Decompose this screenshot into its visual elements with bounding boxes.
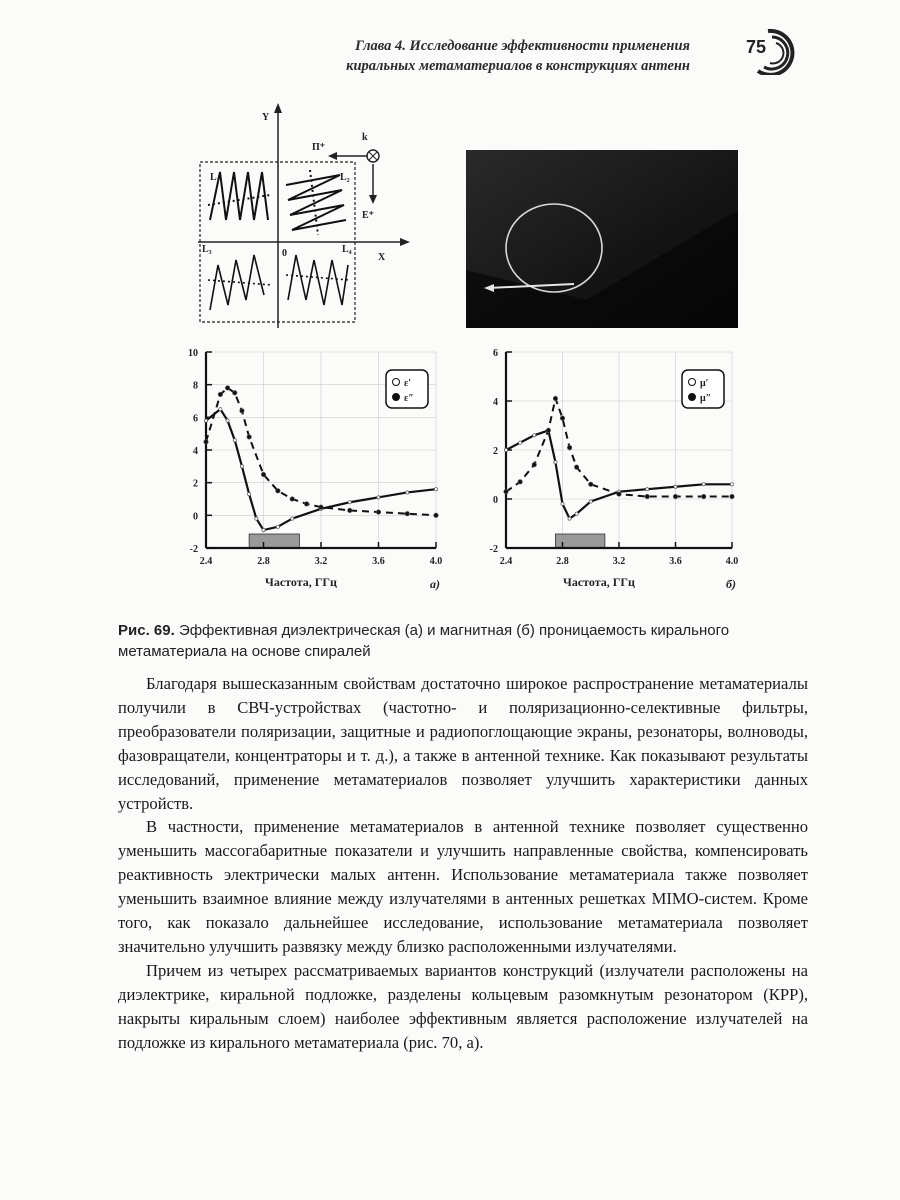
caption-text: Эффективная диэлектрическая (а) и магнитная (б) проницаемость кирального метаматериала на основе спиралей [118, 622, 730, 660]
data-point [204, 440, 208, 444]
data-point [554, 461, 557, 464]
data-point [233, 391, 237, 395]
legend-marker [393, 394, 400, 401]
spiral-group-bottom-left [208, 255, 272, 310]
data-point [567, 445, 571, 449]
legend-label: ε″ [404, 393, 414, 404]
data-point [645, 494, 649, 498]
legend-marker [689, 379, 696, 386]
data-point [218, 392, 222, 396]
x-tick-label: 2.8 [257, 556, 270, 567]
data-point [219, 408, 222, 411]
x-tick-label: 4.0 [725, 556, 739, 567]
data-point [291, 517, 294, 520]
y-axis-arrow-icon [274, 103, 282, 113]
data-point [248, 493, 251, 496]
page-number-badge [738, 27, 800, 75]
shaded-band [249, 534, 299, 548]
sample-photo [466, 150, 738, 328]
x-axis-label: X [378, 252, 386, 263]
y-tick-label: 8 [193, 380, 198, 392]
data-point [546, 428, 550, 432]
data-point [568, 517, 571, 520]
label-pi: Π⁺ [312, 142, 326, 153]
data-point [574, 465, 578, 469]
data-point [304, 502, 308, 506]
panel-label: а) [430, 577, 440, 591]
data-point [319, 505, 323, 509]
data-point [504, 489, 508, 493]
data-point [276, 525, 279, 528]
y-tick-label: 4 [493, 397, 498, 408]
legend-label: μ″ [700, 393, 712, 404]
y-tick-label: 0 [193, 511, 198, 523]
data-point [276, 489, 280, 493]
data-point [646, 488, 649, 491]
data-point [504, 448, 507, 451]
data-point [589, 482, 593, 486]
chart-permittivity [170, 342, 450, 612]
label-e: E⁺ [362, 210, 374, 221]
data-point [702, 494, 706, 498]
y-tick-label: -2 [489, 544, 498, 555]
x-tick-label: 2.4 [199, 556, 213, 567]
header-line-2: киральных метаматериалов в конструкциях антенн [346, 58, 690, 74]
legend-marker [393, 379, 400, 386]
page-number: 75 [746, 37, 767, 57]
y-tick-label: -2 [189, 544, 198, 555]
data-point [290, 497, 294, 501]
spiral-group-bottom-right [286, 255, 350, 305]
y-tick-label: 6 [193, 413, 198, 425]
data-point [434, 488, 437, 491]
legend-marker [689, 394, 696, 401]
label-l4: L₄ [342, 244, 352, 255]
data-point [560, 416, 564, 420]
y-tick-label: 4 [193, 446, 198, 457]
label-k: k [362, 132, 368, 143]
figure-caption [118, 620, 808, 662]
body-text [118, 672, 808, 1055]
data-point [434, 513, 438, 517]
data-point [406, 491, 409, 494]
data-point [377, 496, 380, 499]
data-point [533, 434, 536, 437]
data-point [673, 494, 677, 498]
data-point [519, 441, 522, 444]
paragraph: В частности, применение метаматериалов в антенной технике позволяет существенно уменьшить массогабаритные показатели и улучшить направленные свойства, компенсировать реактивность электрически малых антенн. Использование метаматериала также позволяет уменьшить взаимное влияние между излучателями в антенных решетках MIMO-систем. Кроме того, как показало дальнейшее исследование, использование метаматериала позволяет значительно улучшить развязку между близко расположенными излучателями. [118, 817, 808, 956]
y-tick-label: 2 [193, 478, 198, 490]
data-point [589, 500, 592, 503]
running-header [346, 36, 690, 76]
data-point [730, 483, 733, 486]
data-point [348, 501, 351, 504]
data-point [674, 485, 677, 488]
x-tick-label: 3.2 [314, 556, 328, 567]
x-axis-title: Частота, ГГц [265, 575, 337, 589]
x-tick-label: 4.0 [429, 556, 443, 567]
data-point [226, 419, 229, 422]
data-point [233, 439, 236, 442]
spiral-group-top-right [286, 170, 346, 235]
data-point [617, 492, 621, 496]
legend-label: μ′ [700, 378, 709, 389]
data-point [262, 528, 265, 531]
x-tick-label: 2.4 [499, 556, 513, 567]
y-tick-label: 2 [493, 446, 498, 457]
data-point [225, 386, 229, 390]
data-point [376, 510, 380, 514]
data-point [240, 409, 244, 413]
data-point [255, 517, 258, 520]
caption-label: Рис. 69. [118, 622, 175, 639]
x-tick-label: 3.2 [612, 556, 626, 567]
x-axis-arrow-icon [400, 238, 410, 246]
data-point [518, 480, 522, 484]
paragraph: Благодаря вышесказанным свойствам достаточно широкое распространение метаматериалы получили в СВЧ-устройствах (частотно- и поляризационно-селективные фильтры, преобразователи поляризации, защитные и радиопоглощающие экраны, резонаторы, волноводы, фазовращатели, концентраторы и т. д.), а также в антенной технике. Как показывают результаты исследований, применение метаматериалов позволяет улучшить характеристики данных устройств. [118, 674, 808, 813]
label-origin: 0 [282, 248, 287, 259]
data-point [575, 512, 578, 515]
data-point [553, 396, 557, 400]
data-point [405, 512, 409, 516]
chart-permeability [470, 342, 745, 612]
x-tick-label: 3.6 [669, 556, 682, 567]
x-axis-title: Частота, ГГц [563, 575, 635, 589]
x-tick-label: 2.8 [556, 556, 569, 567]
x-tick-label: 3.6 [372, 556, 385, 567]
y-axis-label: Y [262, 112, 270, 123]
spiral-schematic [190, 100, 420, 335]
pi-arrow-icon [328, 152, 337, 160]
label-l1: L₁ [210, 172, 220, 183]
y-tick-label: 0 [493, 495, 498, 506]
e-arrow-icon [369, 195, 377, 204]
data-point [348, 508, 352, 512]
data-point [532, 463, 536, 467]
data-point [261, 472, 265, 476]
paragraph: Причем из четырех рассматриваемых вариантов конструкций (излучатели расположены на диэлектрике, киральной подложке, разделены кольцевым разомкнутым резонатором (КРР), накрыты киральным слоем) наиболее эффективным является расположение излучателей на подложке из кирального метаматериала (рис. 70, а). [118, 960, 808, 1052]
data-point [702, 483, 705, 486]
panel-label: б) [726, 577, 736, 591]
data-point [247, 435, 251, 439]
label-l2: L₂ [340, 172, 350, 183]
y-tick-label: 10 [188, 348, 198, 359]
data-point [730, 494, 734, 498]
label-l3: L₃ [202, 244, 212, 255]
legend-label: ε′ [404, 378, 412, 389]
header-line-1: Глава 4. Исследование эффективности применения [355, 38, 690, 54]
data-point [204, 419, 207, 422]
data-point [561, 502, 564, 505]
y-tick-label: 6 [493, 348, 498, 359]
data-point [240, 465, 243, 468]
